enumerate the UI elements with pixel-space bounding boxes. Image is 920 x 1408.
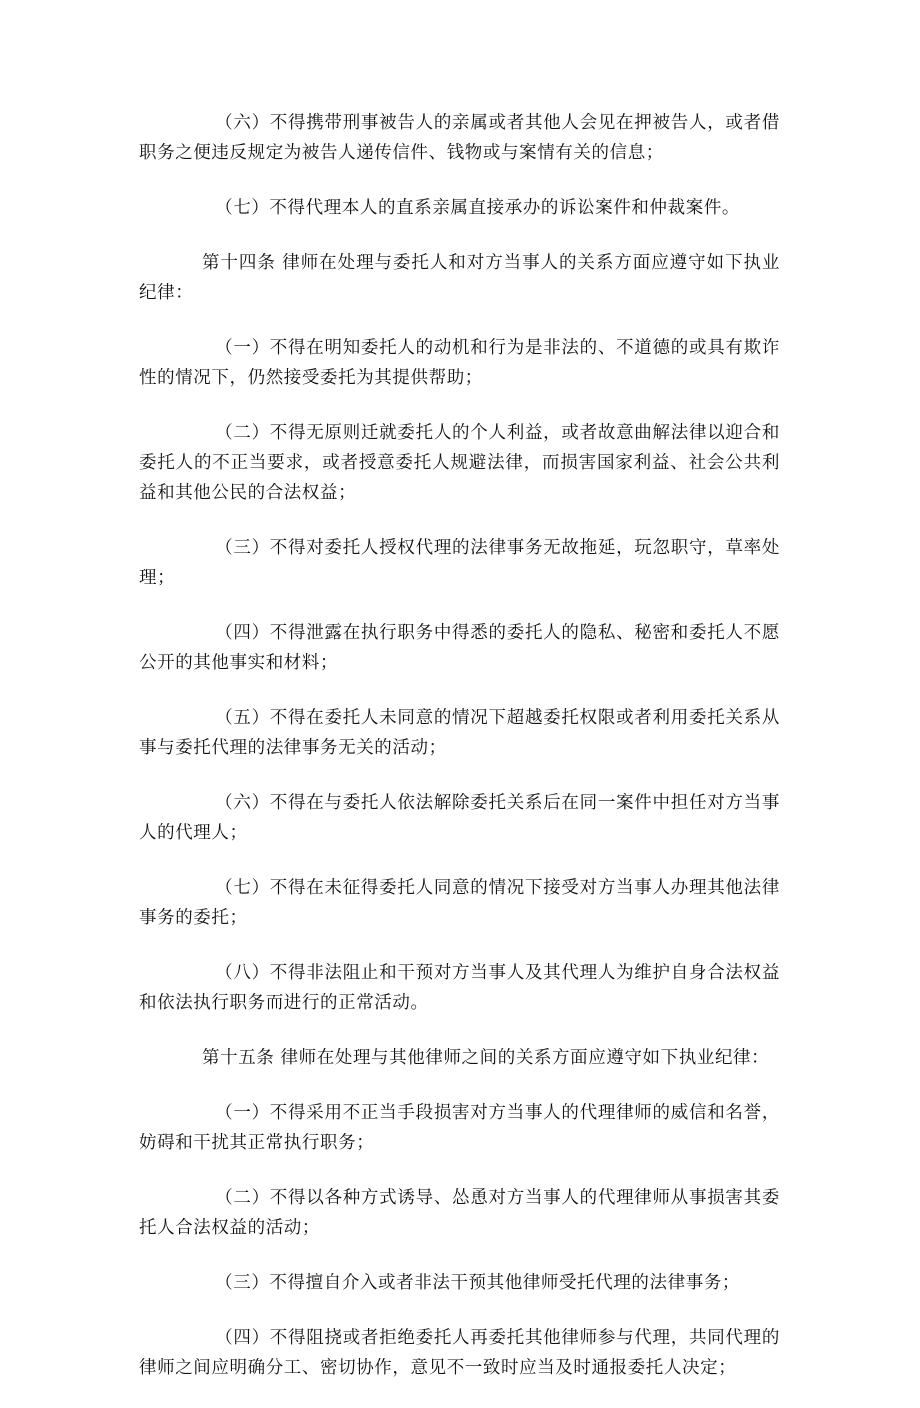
paragraph-item-2-inducement: （二）不得以各种方式诱导、怂恿对方当事人的代理律师从事损害其委托人合法权益的活动； bbox=[139, 1188, 780, 1238]
paragraph-item-6-visits: （六）不得携带刑事被告人的亲属或者其他人会见在押被告人，或者借职务之便违反规定为被告人递传信件、钱物或与案情有关的信息； bbox=[139, 113, 780, 163]
paragraph-article-14: 第十四条 律师在处理与委托人和对方当事人的关系方面应遵守如下执业纪律： bbox=[139, 253, 780, 303]
paragraph-item-7-relatives: （七）不得代理本人的直系亲属直接承办的诉讼案件和仲裁案件。 bbox=[215, 198, 741, 218]
paragraph-item-1-fraud: （一）不得在明知委托人的动机和行为是非法的、不道德的或具有欺诈性的情况下，仍然接受委托为其提供帮助； bbox=[139, 338, 780, 388]
paragraph-item-8-interference: （八）不得非法阻止和干预对方当事人及其代理人为维护自身合法权益和依法执行职务而进行的正常活动。 bbox=[139, 963, 780, 1013]
paragraph-item-6-opposing: （六）不得在与委托人依法解除委托关系后在同一案件中担任对方当事人的代理人； bbox=[139, 793, 780, 843]
document-body bbox=[139, 108, 780, 1408]
paragraph-item-5-authority: （五）不得在委托人未同意的情况下超越委托权限或者利用委托关系从事与委托代理的法律事务无关的活动； bbox=[139, 708, 780, 758]
paragraph-item-3-delay: （三）不得对委托人授权代理的法律事务无故拖延，玩忽职守，草率处理； bbox=[139, 538, 780, 588]
paragraph-article-15: 第十五条 律师在处理与其他律师之间的关系方面应遵守如下执业纪律： bbox=[202, 1048, 770, 1068]
paragraph-item-1-reputation: （一）不得采用不正当手段损害对方当事人的代理律师的威信和名誉，妨碍和干扰其正常执行职务； bbox=[139, 1103, 780, 1153]
paragraph-item-4-cooperation: （四）不得阻挠或者拒绝委托人再委托其他律师参与代理，共同代理的律师之间应明确分工、密切协作，意见不一致时应当及时通报委托人决定； bbox=[139, 1328, 780, 1378]
paragraph-item-7-consent: （七）不得在未征得委托人同意的情况下接受对方当事人办理其他法律事务的委托； bbox=[139, 878, 780, 928]
paragraph-item-2-interests: （二）不得无原则迁就委托人的个人利益，或者故意曲解法律以迎合和委托人的不正当要求，或者授意委托人规避法律，而损害国家利益、社会公共利益和其他公民的合法权益； bbox=[139, 423, 780, 503]
paragraph-item-4-privacy: （四）不得泄露在执行职务中得悉的委托人的隐私、秘密和委托人不愿公开的其他事实和材料； bbox=[139, 623, 780, 673]
paragraph-item-3-intervention: （三）不得擅自介入或者非法干预其他律师受托代理的法律事务； bbox=[215, 1273, 741, 1293]
